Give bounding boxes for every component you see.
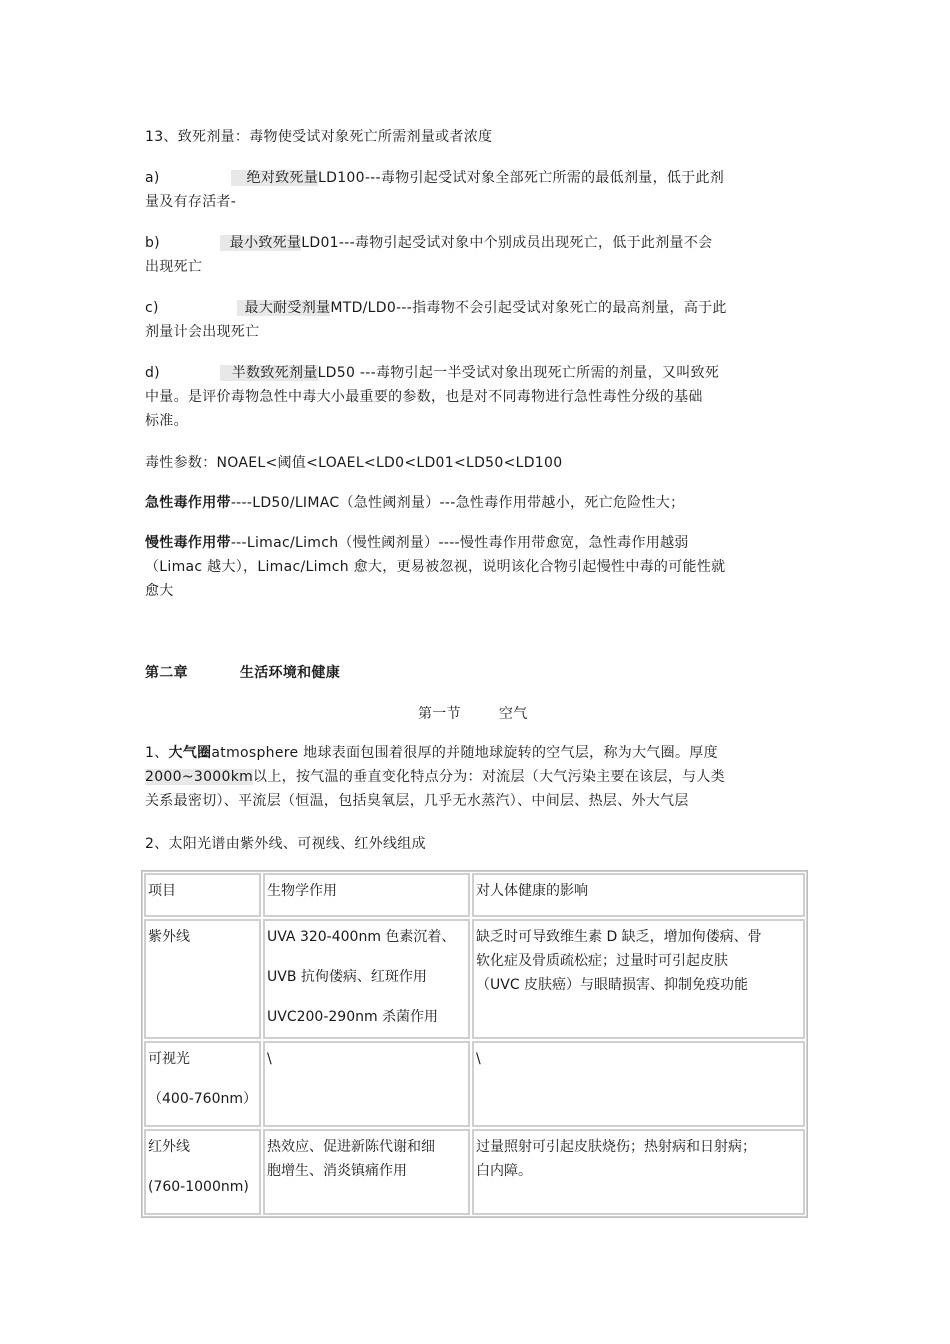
item-b-text-1: LD01---毒物引起受试对象中个别成员出现死亡，低于此剂量不会 xyxy=(301,235,713,251)
atmosphere-thickness: 2000~3000km xyxy=(145,769,254,785)
item-b-marker: b) xyxy=(145,235,160,251)
toxicity-params: 毒性参数：NOAEL<阈值<LOAEL<LD0<LD01<LD50<LD100 xyxy=(145,455,563,471)
acute-zone xyxy=(145,491,807,515)
atmosphere-text-2: 以上，按气温的垂直变化特点分为：对流层（大气污染主要在该层，与人类 xyxy=(253,769,725,785)
table-row xyxy=(144,1129,805,1215)
item-c-marker: c) xyxy=(145,300,159,316)
table-row xyxy=(144,1041,805,1127)
item-c-text-2: 剂量计会出现死亡 xyxy=(145,324,260,340)
table-header-cell: 对人体健康的影响 xyxy=(472,873,805,917)
chronic-zone-text-1: ---Limac/Limch（慢性阈剂量）----慢性毒作用带愈宽，急性毒作用越弱 xyxy=(230,535,689,551)
atmosphere-text-1: atmosphere 地球表面包围着很厚的并随地球旋转的空气层，称为大气圈。厚度 xyxy=(211,745,718,761)
table-cell: \ xyxy=(472,1041,805,1127)
table-cell: 红外线 (760-1000nm) xyxy=(144,1129,261,1215)
table-cell: 热效应、促进新陈代谢和细 胞增生、消炎镇痛作用 xyxy=(263,1129,470,1215)
atmosphere-prefix: 1、 xyxy=(145,745,169,761)
item-d-text-3: 标准。 xyxy=(145,413,188,429)
table-row xyxy=(144,919,805,1039)
item-d xyxy=(145,361,807,433)
section-heading xyxy=(418,702,618,726)
item-b-text-2: 出现死亡 xyxy=(145,259,203,275)
section-number: 第一节 xyxy=(418,706,461,722)
table-header-row xyxy=(144,873,805,917)
spectrum-intro: 2、太阳光谱由紫外线、可视线、红外线组成 xyxy=(145,836,426,852)
chronic-zone-text-2: （Limac 越大），Limac/Limch 愈大，更易被忽视，说明该化合物引起慢性中毒的可能性就 xyxy=(145,559,726,575)
item-c-term: 最大耐受剂量 xyxy=(237,300,331,316)
table-cell: 缺乏时可导致维生素 D 缺乏，增加佝偻病、骨 软化症及骨质疏松症；过量时可引起皮肤 （UVC 皮肤癌）与眼睛损害、抑制免疫功能 xyxy=(472,919,805,1039)
table-header-cell: 项目 xyxy=(144,873,261,917)
chapter-title: 生活环境和健康 xyxy=(239,665,341,681)
item-a-marker: a) xyxy=(145,170,160,186)
section-title: 空气 xyxy=(498,706,528,722)
item13-heading: 13、致死剂量：毒物使受试对象死亡所需剂量或者浓度 xyxy=(145,129,493,145)
table-cell: 可视光 （400-760nm） xyxy=(144,1041,261,1127)
atmosphere-text-3: 关系最密切）、平流层（恒温，包括臭氧层，几乎无水蒸汽）、中间层、热层、外大气层 xyxy=(145,793,689,809)
acute-zone-term: 急性毒作用带 xyxy=(145,495,231,511)
table-header-cell: 生物学作用 xyxy=(263,873,470,917)
item-d-term: 半数致死剂量 xyxy=(220,365,318,381)
item-c-text-1: MTD/LD0---指毒物不会引起受试对象死亡的最高剂量，高于此 xyxy=(330,300,727,316)
item-d-text-2: 中量。是评价毒物急性中毒大小最重要的参数，也是对不同毒物进行急性毒性分级的基础 xyxy=(145,389,703,405)
item-d-marker: d) xyxy=(145,365,160,381)
item-d-text-1: LD50 ---毒物引起一半受试对象出现死亡所需的剂量，又叫致死 xyxy=(317,365,720,381)
chronic-zone-text-3: 愈大 xyxy=(145,583,174,599)
item-a xyxy=(145,166,807,214)
item-b xyxy=(145,231,807,279)
item-c xyxy=(145,296,807,344)
atmosphere-term: 大气圈 xyxy=(168,745,212,761)
table-cell: 过量照射可引起皮肤烧伤；热射病和日射病； 白内障。 xyxy=(472,1129,805,1215)
chronic-zone-term: 慢性毒作用带 xyxy=(145,535,231,551)
item-b-term: 最小致死量 xyxy=(220,235,302,251)
chronic-zone xyxy=(145,531,807,603)
item-a-text-1: LD100---毒物引起受试对象全部死亡所需的最低剂量，低于此剂 xyxy=(318,170,725,186)
table-cell: \ xyxy=(263,1041,470,1127)
chapter-heading xyxy=(145,661,807,685)
item-a-term: 绝对致死量 xyxy=(231,170,319,186)
atmosphere-paragraph xyxy=(145,741,807,813)
chapter-number: 第二章 xyxy=(145,665,188,681)
table-cell: UVA 320-400nm 色素沉着、 UVB 抗佝偻病、红斑作用 UVC200-290nm 杀菌作用 xyxy=(263,919,470,1039)
sunlight-spectrum-table xyxy=(141,870,808,1218)
item-a-text-2: 量及有存活者- xyxy=(145,194,237,210)
table-cell: 紫外线 xyxy=(144,919,261,1039)
acute-zone-text: ----LD50/LIMAC（急性阈剂量）---急性毒作用带越小，死亡危险性大； xyxy=(230,495,685,511)
